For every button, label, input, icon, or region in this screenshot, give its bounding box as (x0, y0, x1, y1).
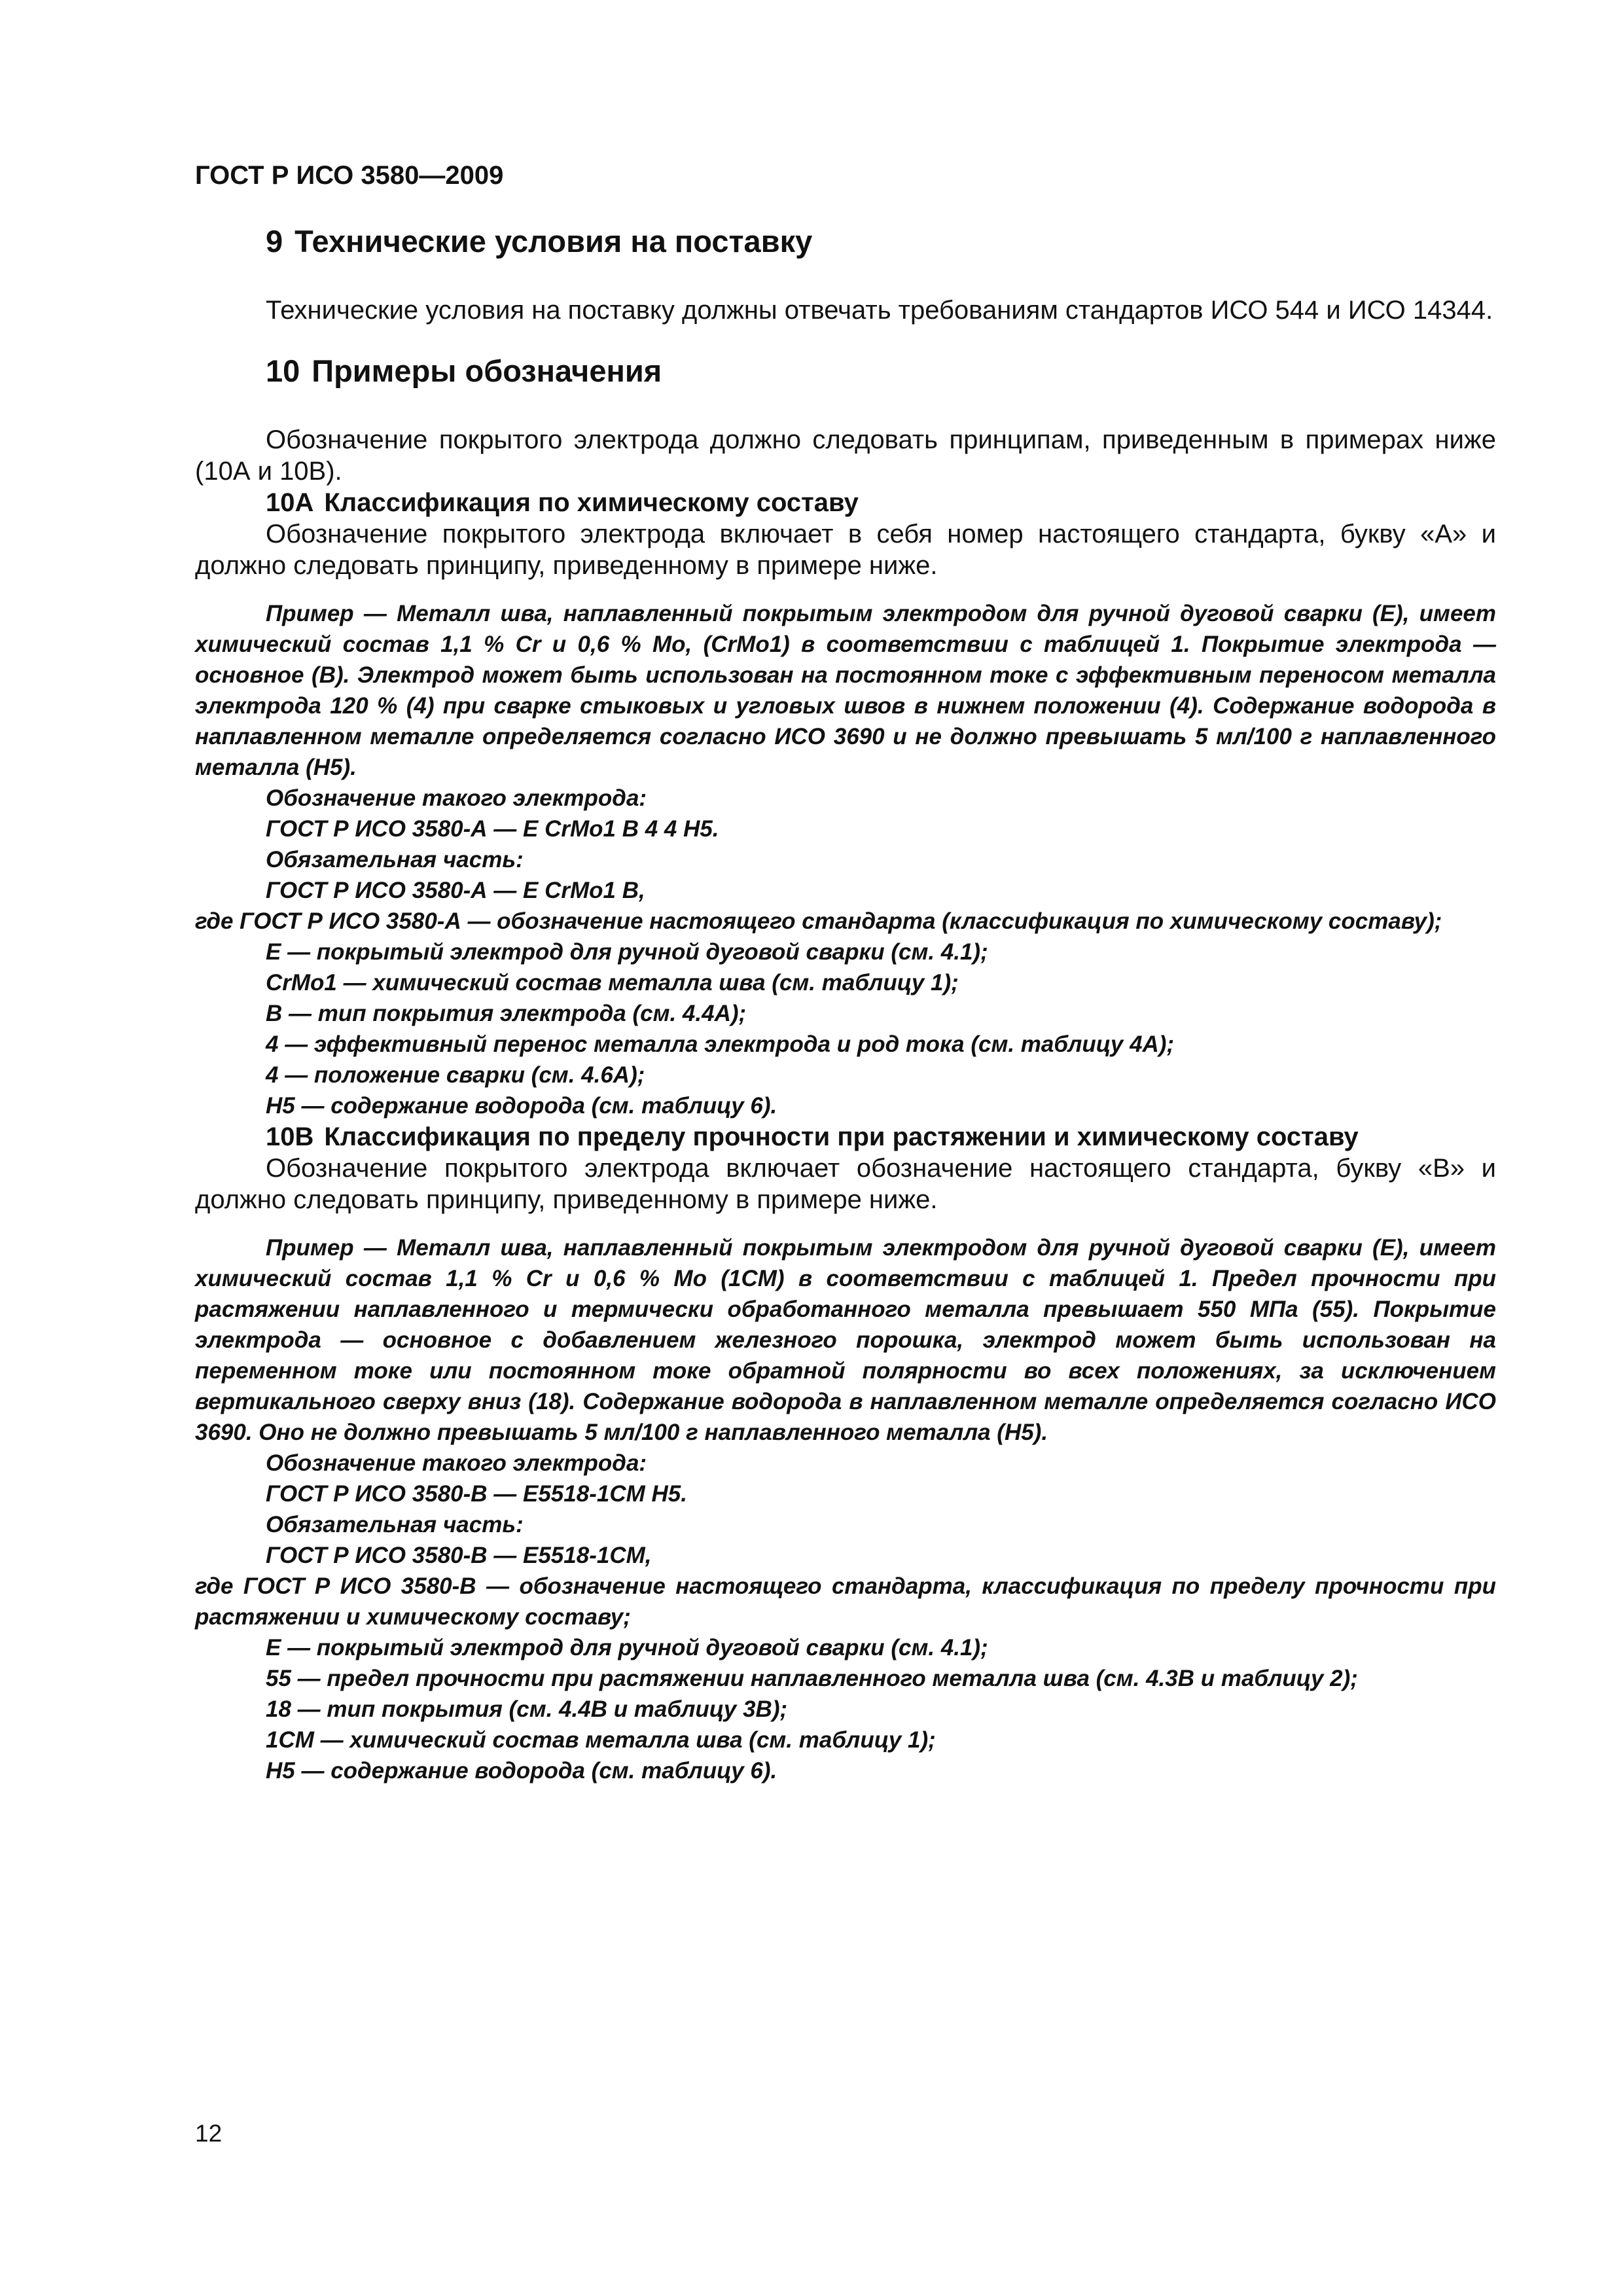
example-10a-designation-label: Обозначение такого электрода: (266, 785, 647, 811)
legend-item: 4 — эффективный перенос металла электрода и род тока (см. таблицу 4А); (266, 1031, 1175, 1057)
legend-item: Е — покрытый электрод для ручной дуговой сварки (см. 4.1); (266, 1635, 988, 1660)
example-10b-designation: ГОСТ Р ИСО 3580-В — Е5518-1СМ Н5. (266, 1481, 687, 1507)
legend-item: Н5 — содержание водорода (см. таблицу 6). (266, 1093, 777, 1119)
legend-item: 1СМ — химический состав металла шва (см. таблицу 1); (266, 1727, 936, 1753)
example-10a (195, 598, 1496, 1121)
subsection-10b-number: 10В (266, 1122, 314, 1151)
subsection-10a-heading (266, 487, 1496, 518)
legend-item: В — тип покрытия электрода (см. 4.4А); (266, 1001, 747, 1026)
page-number: 12 (195, 2120, 223, 2147)
subsection-10b-text: Обозначение покрытого электрода включает обозначение настоящего стандарта, букву «В» и должно следовать принципу, приведенному в примере ниже. (195, 1154, 1496, 1214)
section-10-heading (266, 350, 1496, 393)
example-10a-mandatory: ГОСТ Р ИСО 3580-А — Е CrMo1 В, (266, 878, 645, 903)
example-10b-mandatory-label: Обязательная часть: (266, 1512, 524, 1537)
section-9-heading (266, 220, 1496, 263)
section-9-number: 9 (266, 224, 283, 259)
example-10a-paragraph: Пример — Металл шва, наплавленный покрытым электродом для ручной дуговой сварки (Е), имеет химический состав 1,1 % Cr и 0,6 % Mo, (CrMo1) в соответствии с таблицей 1. Покрытие электрода — основное (В). Электрод может быть использован на постоянном токе с эффективным переносом металла электрода 120 % (4) при сварке стыковых и угловых швов в нижнем положении (4). Содержание водорода в наплавленном металле определяется согласно ИСО 3690 и не должно превышать 5 мл/100 г наплавленного металла (Н5). (195, 601, 1496, 780)
legend-item: 4 — положение сварки (см. 4.6А); (266, 1062, 645, 1088)
section-9-text: Технические условия на поставку должны отвечать требованиям стандартов ИСО 544 и ИСО 14344. (266, 296, 1493, 325)
section-10-intro: Обозначение покрытого электрода должно следовать принципам, приведенным в примерах ниже (10А и 10В). (195, 425, 1496, 486)
subsection-10b-heading (266, 1121, 1496, 1153)
document-header: ГОСТ Р ИСО 3580—2009 (195, 161, 504, 190)
legend-item: Е — покрытый электрод для ручной дуговой сварки (см. 4.1); (266, 939, 988, 965)
subsection-10a-text: Обозначение покрытого электрода включает в себя номер настоящего стандарта, букву «А» и должно следовать принципу, приведенному в примере ниже. (195, 520, 1496, 580)
legend-item: CrMo1 — химический состав металла шва (см. таблицу 1); (266, 970, 959, 996)
example-10a-where: где ГОСТ Р ИСО 3580-А — обозначение настоящего стандарта (классификация по химическому составу); (195, 908, 1442, 934)
legend-item: Н5 — содержание водорода (см. таблицу 6). (266, 1758, 777, 1784)
subsection-10a-title: Классификация по химическому составу (324, 488, 859, 517)
subsection-10b-title: Классификация по пределу прочности при растяжении и химическому составу (324, 1122, 1359, 1151)
section-10-number: 10 (266, 353, 300, 388)
example-10a-mandatory-label: Обязательная часть: (266, 847, 524, 872)
example-10b-mandatory: ГОСТ Р ИСО 3580-В — Е5518-1СМ, (266, 1543, 652, 1568)
section-9-title: Технические условия на поставку (294, 224, 813, 259)
example-10b-designation-label: Обозначение такого электрода: (266, 1450, 647, 1476)
example-10b-paragraph: Пример — Металл шва, наплавленный покрытым электродом для ручной дуговой сварки (Е), имеет химический состав 1,1 % Cr и 0,6 % Mo (1CM) в соответствии с таблицей 1. Предел прочности при растяжении наплавленного и термически обработанного металла превышает 550 МПа (55). Покрытие электрода — основное с добавлением железного порошка, электрод может быть использован на переменном токе или постоянном токе обратной полярности во всех положениях, за исключением вертикального сверху вниз (18). Содержание водорода в наплавленном металле определяется согласно ИСО 3690. Оно не должно превышать 5 мл/100 г наплавленного металла (Н5). (195, 1235, 1496, 1445)
subsection-10a-number: 10А (266, 488, 314, 517)
example-10b (195, 1232, 1496, 1786)
example-10a-designation: ГОСТ Р ИСО 3580-А — Е CrMo1 В 4 4 Н5. (266, 816, 719, 842)
section-10-title: Примеры обозначения (312, 353, 662, 388)
document-page (195, 157, 1496, 1786)
example-10b-where: где ГОСТ Р ИСО 3580-В — обозначение настоящего стандарта, классификация по пределу прочности при растяжении и химическому составу; (195, 1573, 1496, 1630)
legend-item: 18 — тип покрытия (см. 4.4В и таблицу 3В); (266, 1696, 788, 1722)
legend-item: 55 — предел прочности при растяжении наплавленного металла шва (см. 4.3В и таблицу 2); (266, 1666, 1358, 1691)
